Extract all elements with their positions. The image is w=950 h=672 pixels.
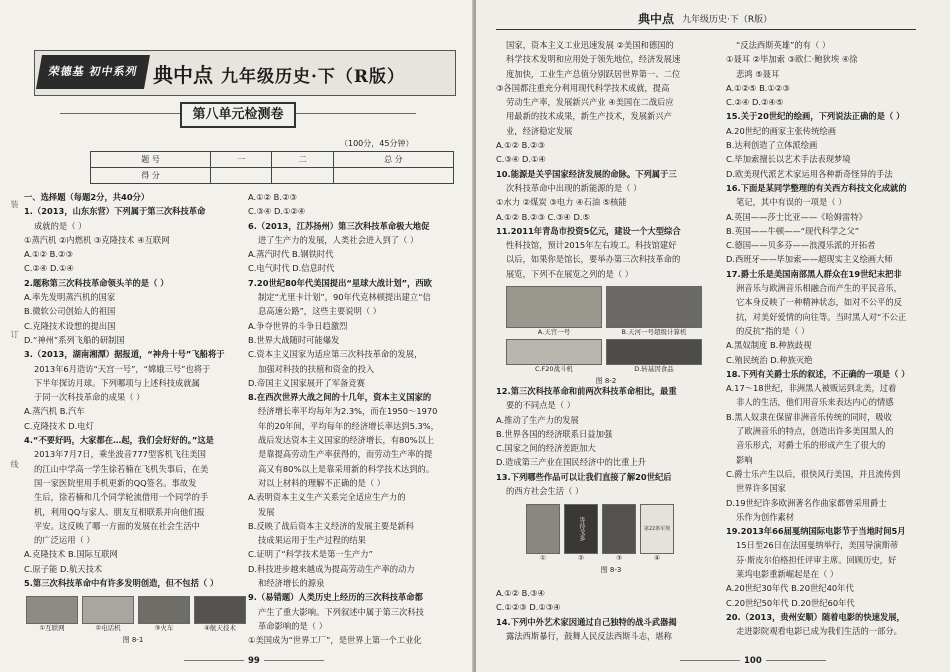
- figure-label: D.转基因食品: [634, 365, 674, 373]
- text-line: 抗，对美好爱情的向往等。当时黑人对“不公正: [736, 311, 907, 322]
- text-line: C.②④ D.②④⑤: [726, 97, 784, 108]
- text-line: 18.下列有关爵士乐的叙述，不正确的一项是（ ）: [726, 368, 910, 379]
- text-line: A.表明资本主义生产关系完全适应生产力的: [248, 492, 406, 503]
- text-line: A.黑奴制度 B.种族歧视: [726, 340, 812, 351]
- text-line: 制定“尤里卡计划”，90年代克林顿提出建立“信: [258, 292, 431, 303]
- book-banner: [34, 50, 456, 96]
- figure-label: C.F20战斗机: [534, 365, 574, 373]
- text-line: 8.在西次世界大战之间的十几年，资本主义国家的: [248, 392, 432, 403]
- figure-image: [26, 596, 78, 624]
- binding-mark: 装: [10, 200, 19, 210]
- left-column-1: [24, 190, 242, 590]
- text-line: 高又有80%以上是靠采用新的科学技术达到的。: [258, 463, 435, 474]
- text-line: 15日至26日在法国戛纳举行，美国导演斯蒂: [736, 540, 899, 551]
- text-line: A.率先发明蒸汽机的国家: [24, 292, 116, 303]
- text-line: A.蒸汽时代 B.钢铁时代: [248, 249, 334, 260]
- figure-image: [138, 596, 190, 624]
- text-line: A.①② B.③④: [496, 588, 545, 598]
- text-line: 芬·斯皮尔伯格担任评审主席。回顾历史，好: [736, 554, 897, 565]
- page-number: [676, 656, 830, 666]
- gm-food-image: [606, 339, 702, 365]
- text-line: B.英国——牛顿——“现代科学之父”: [726, 225, 860, 236]
- series-logo: 荣德基 初中系列: [36, 55, 150, 89]
- table-cell: 题 号: [91, 152, 211, 168]
- text-line: 对以上材料的理解不正确的是（ ）: [258, 477, 386, 488]
- text-line: B.达利创造了立体派绘画: [726, 140, 818, 151]
- text-line: C.②④ D.①④: [24, 263, 74, 274]
- text-line: ①聂耳 ②毕加索 ③欧仁·鲍狄埃 ④徐: [726, 54, 858, 65]
- text-line: 战后发达资本主义国家的经济增长，有80%以上: [258, 435, 435, 446]
- binding-mark: 线: [10, 460, 19, 470]
- text-line: 以后，如果你是馆长，要举办第三次科技革命的: [506, 254, 681, 265]
- text-line: D.造成第三产业在国民经济中的比重上升: [496, 457, 647, 468]
- book-cover: [602, 504, 636, 554]
- text-line: C.原子能 D.航天技术: [24, 563, 103, 574]
- text-line: A.17～18世纪，非洲黑人被贩运到北美，过着: [726, 383, 897, 394]
- right-column-1c: [496, 586, 714, 643]
- text-line: 息高速公路”，这些主要说明（ ）: [258, 306, 382, 317]
- text-line: 劳动生产率，发展新兴产业 ④美国在二战后应: [506, 97, 674, 108]
- figure-label: B.天河一号超级计算机: [621, 328, 687, 336]
- text-line: 3.（2013，湖南湘潭）据报道，“神舟十号”飞船将于: [24, 349, 225, 360]
- text-line: 5.第三次科技革命中有许多发明创造，但不包括（ ）: [24, 578, 219, 589]
- text-line: 于同一次科技革命的成果（ ）: [34, 392, 145, 403]
- score-table: [90, 151, 454, 184]
- text-line: 它本身反映了一种精神状态，如对不公平的反: [736, 297, 902, 308]
- text-line: C.毕加索擅长以艺术手法表现梦境: [726, 154, 851, 165]
- text-line: 莱坞电影重新崛起是在（ ）: [736, 568, 839, 579]
- text-line: C.③④ D.①④: [496, 154, 546, 165]
- text-line: 技成果运用于生产过程的结果: [258, 535, 366, 546]
- right-column-1: [496, 38, 714, 281]
- text-line: 一、选择题（每题2分，共40分）: [24, 192, 150, 202]
- figure-label: ③: [616, 554, 622, 562]
- page-header: [476, 8, 950, 32]
- text-line: 的反抗”指的是（ ）: [736, 325, 810, 336]
- text-line: “反法西斯英雄”的有（ ）: [736, 40, 831, 50]
- table-cell: 总 分: [333, 152, 453, 168]
- text-line: 下半年探访月球。下列哪项与上述科技成就属: [34, 377, 200, 388]
- text-line: A.①② B.②③: [496, 140, 545, 151]
- text-line: 14.下列中外艺术家因通过自己独特的战斗武器揭: [496, 616, 677, 627]
- left-column-2: [248, 190, 470, 648]
- text-line: 用最新的技术成果，新生产技术，发展新兴产: [506, 111, 672, 122]
- text-line: D.欧美现代派艺术家运用各种新奇怪异的手法: [726, 168, 893, 179]
- table-cell: [333, 168, 453, 184]
- text-line: 17.爵士乐是美国南部黑人群众在19世纪末把非: [726, 268, 902, 279]
- figure-item: [526, 504, 560, 563]
- text-line: A.①② B.②③ C.③④ D.⑤: [496, 211, 590, 222]
- text-line: C.国家之间的经济差距加大: [496, 443, 596, 454]
- text-line: 性科技馆，预计2015年左右竣工。科技馆建好: [506, 240, 677, 251]
- text-line: 业，经济稳定发展: [506, 125, 573, 136]
- table-cell: 一: [211, 152, 272, 168]
- table-row: [91, 152, 454, 168]
- text-line: A.20世纪30年代 B.20世纪40年代: [726, 583, 854, 594]
- table-cell: 得 分: [91, 168, 211, 184]
- text-line: 了欧洲音乐的特点，创造出许多美国黑人的: [736, 426, 894, 437]
- text-line: 科学技术发明和应用处于领先地位，经济发展速: [506, 54, 681, 65]
- text-line: D.“神州”系列飞船的研制国: [24, 334, 125, 345]
- text-line: C.证明了“科学技术是第一生产力”: [248, 549, 373, 560]
- text-line: 音乐形式，对爵士乐的形成产生了很大的: [736, 440, 886, 451]
- figure-label: ④: [654, 554, 660, 562]
- text-line: 国一家医院里用手机更新的QQ签名。事故发: [34, 477, 197, 488]
- figure-image: [82, 596, 134, 624]
- text-line: D.帝国主义国家展开了军备竞赛: [248, 377, 365, 388]
- text-line: C.③④ D.①②④: [248, 206, 306, 217]
- figure-item: [26, 596, 78, 633]
- figure-label: A.天宫一号: [537, 328, 571, 336]
- brand-logo: 典中点: [153, 63, 213, 87]
- figure-8-1: [26, 594, 240, 645]
- figure-label: ①互联网: [39, 624, 65, 632]
- text-line: 的西方社会生活（ ）: [506, 486, 584, 497]
- text-line: D.19世纪许多欧洲著名作曲家都曾采用爵士: [726, 497, 887, 508]
- text-line: A.蒸汽机 B.汽车: [24, 406, 85, 417]
- table-cell: [272, 168, 333, 184]
- figure-item: [138, 596, 190, 633]
- text-line: 生后，徐若楠和几个同学轮流借用一个同学的手: [34, 492, 209, 503]
- fighter-jet-image: [506, 339, 602, 365]
- text-line: 9.（易错题）人类历史上经历的三次科技革命都: [248, 592, 423, 603]
- right-column-2: [726, 38, 944, 638]
- text-line: A.①② B.②③: [248, 192, 297, 202]
- text-line: 19.2013年66届戛纳国际电影节于当地时间5月: [726, 526, 906, 537]
- exam-meta: （100分，45分钟）: [340, 139, 414, 148]
- book-cover: 等待戈多: [564, 504, 598, 554]
- figure-label: ①: [540, 554, 546, 562]
- text-line: 1.（2013，山东东营）下列属于第三次科技革命: [24, 206, 206, 217]
- text-line: A.英国——莎士比亚——《哈姆雷特》: [726, 211, 867, 222]
- text-line: 11.2011年青岛市投资5亿元，建设一个大型综合: [496, 225, 681, 236]
- figure-8-3: [526, 502, 696, 575]
- text-line: 2.题称第三次科技革命领头羊的是（ ）: [24, 277, 169, 288]
- text-line: C.资本主义国家为适应第三次科技革命的发展，: [248, 349, 423, 360]
- text-line: 洲音乐与欧洲音乐相融合而产生的平民音乐，: [736, 283, 902, 294]
- text-line: 革命影响的是（ ）: [258, 620, 328, 631]
- text-line: A.推动了生产力的发展: [496, 414, 579, 425]
- text-line: A.争夺世界的斗争日趋激烈: [248, 320, 348, 331]
- text-line: ③各国都注重充分利用现代科学技术成就，提高: [496, 82, 670, 93]
- text-line: 加强对科技的扶植和资金的投入: [258, 363, 375, 374]
- text-line: 笔记，其中有误的一项是（ ）: [736, 197, 847, 208]
- text-line: B.世界各国的经济联系日益加强: [496, 428, 613, 439]
- right-page: [476, 0, 950, 672]
- text-line: C.爵士乐产生以后，很快风行美国，并且流传到: [726, 468, 901, 479]
- header-title: 九年级历史·下（R版）: [682, 15, 773, 25]
- page-number-value: 99: [248, 656, 260, 666]
- text-line: 要的不同点是（ ）: [506, 400, 576, 411]
- figure-item: [506, 339, 602, 374]
- text-line: 20.（2013，贵州安顺）随着电影的快速发展，: [726, 611, 905, 622]
- figure-caption: 图 8-1: [122, 636, 144, 644]
- left-page: [0, 0, 474, 672]
- table-cell: [211, 168, 272, 184]
- page-number-value: 100: [744, 656, 762, 666]
- figure-item: [602, 504, 636, 563]
- text-line: C.克隆技术设想的提出国: [24, 320, 116, 331]
- text-line: 7.20世纪80年代美国提出“星球大战计划”，西欧: [248, 277, 432, 288]
- text-line: 世界许多国家: [736, 483, 786, 494]
- text-line: C.克隆技术 D.电灯: [24, 420, 94, 431]
- figure-caption: 图 8-3: [600, 566, 622, 574]
- page-number: [180, 656, 328, 666]
- text-line: 次科技革命中出现的新能源的是（ ）: [506, 182, 642, 193]
- supercomputer-image: [606, 286, 702, 328]
- text-line: 国家，资本主义工业迅速发展 ②美国和德国的: [506, 40, 674, 50]
- text-line: 乐作为创作素材: [736, 511, 795, 522]
- text-line: 机，利用QQ与家人、朋友互相联系并向他们报: [34, 506, 205, 517]
- figure-caption: 图 8-2: [595, 377, 617, 385]
- text-line: 是靠提高劳动生产率获得的，而劳动生产率的提: [258, 449, 433, 460]
- right-column-1b: [496, 384, 714, 498]
- figure-item: [564, 504, 598, 563]
- table-cell: 二: [272, 152, 333, 168]
- text-line: 影响: [736, 454, 753, 465]
- text-line: B.微软公司创始人的祖国: [24, 306, 116, 317]
- text-line: 10.能源是关乎国家经济发展的命脉。下列属于三: [496, 168, 677, 179]
- text-line: 非人的生活，他们用音乐来表达内心的情感: [736, 397, 894, 408]
- text-line: 的江山中学高一学生徐若楠在飞机失事后，在美: [34, 463, 209, 474]
- text-line: D.西班牙——毕加索——超现实主义绘画大师: [726, 254, 893, 265]
- text-line: C.①②③ D.①③④: [496, 602, 561, 613]
- brand-logo: 典中点: [638, 12, 675, 26]
- text-line: A.20世纪的画家主张传统绘画: [726, 125, 836, 136]
- text-line: 2013年7月7日，乘坐波音777型客机飞往美国: [34, 449, 206, 460]
- text-line: A.①② B.②③: [24, 249, 73, 260]
- text-line: 2013年6月造访“天宫一号”，“嫦娥三号”也将于: [34, 363, 211, 374]
- figure-label: ②电话机: [95, 624, 121, 632]
- text-line: D.科技进步越来越成为提高劳动生产率的动力: [248, 563, 415, 574]
- header-rule: [496, 29, 916, 30]
- text-line: 年的20年间，平均每年的经济增长率达到5.3%，: [258, 420, 439, 431]
- text-line: 4.“不要好吗，大家都在…起，我们会好好的。”这是: [24, 435, 214, 446]
- text-line: 经济增长率平均每年为2.3%，而在1950～1970: [258, 406, 438, 417]
- figure-8-2: [506, 284, 706, 386]
- text-line: 悲鸿 ⑤聂耳: [736, 68, 780, 79]
- text-line: A.克隆技术 B.国际互联网: [24, 549, 118, 560]
- figure-image: [194, 596, 246, 624]
- text-line: ①水力 ②煤炭 ③电力 ④石油 ⑤核能: [496, 197, 627, 208]
- text-line: 13.下列哪些作品可以让我们直接了解20世纪后: [496, 471, 672, 482]
- text-line: 成就的是（ ）: [34, 220, 87, 231]
- figure-label: ②: [578, 554, 584, 562]
- text-line: C.德国——贝多芬——浪漫乐派的开拓者: [726, 240, 876, 251]
- text-line: 12.第三次科技革命和前两次科技革命相比，最重: [496, 386, 677, 396]
- text-line: A.①②⑤ B.①②③: [726, 82, 790, 93]
- table-row: [91, 168, 454, 184]
- text-line: 和经济增长的源泉: [258, 578, 325, 589]
- text-line: B.黑人奴隶在保留非洲音乐传统的同时，吸收: [726, 411, 892, 422]
- unit-title: 第八单元检测卷: [180, 102, 296, 128]
- figure-label: ③火车: [154, 624, 174, 632]
- text-line: 发展: [258, 506, 275, 517]
- text-line: 产生了重大影响。下列叙述中属于第三次科技: [258, 606, 424, 617]
- figure-item: [606, 286, 702, 337]
- text-line: C.殖民统治 D.种族灭绝: [726, 354, 813, 365]
- text-line: 平安。这反映了哪一方面的发展在社会生活中: [34, 520, 200, 531]
- text-line: 进了生产力的发展，人类社会进入到了（ ）: [258, 234, 419, 245]
- figure-item: [606, 339, 702, 374]
- text-line: B.反映了战后资本主义经济的发展主要是新科: [248, 520, 414, 531]
- text-line: 6.（2013，江苏扬州）第三次科技革命极大地促: [248, 220, 430, 231]
- text-line: 的广泛运用（ ）: [34, 535, 95, 546]
- figure-item: [640, 504, 674, 563]
- text-line: 度加快，工业生产总值分别跃居世界第一、二位: [506, 68, 681, 79]
- text-line: ①蒸汽机 ②内燃机 ③克隆技术 ④互联网: [24, 234, 170, 245]
- tiangong-image: [506, 286, 602, 328]
- text-line: 15.关于20世纪的绘画，下列说法正确的是（ ）: [726, 111, 905, 122]
- book-title: 九年级历史·下（R版）: [221, 67, 406, 87]
- text-line: 走进影院观看电影已成为我们生活的一部分。: [736, 626, 902, 637]
- figure-item: [82, 596, 134, 633]
- figure-item: [506, 286, 602, 337]
- text-line: 展览，下列不在展览之列的是（ ）: [506, 268, 634, 279]
- text-line: 露法西斯暴行，鼓舞人民反法西斯斗志，堪称: [506, 630, 672, 641]
- text-line: C.电气时代 D.信息时代: [248, 263, 335, 274]
- text-line: 16.下面是某同学整理的有关西方科技文化成就的: [726, 182, 907, 193]
- book-cover: 第22条军规: [640, 504, 674, 554]
- figure-item: [194, 596, 246, 633]
- book-cover: [526, 504, 560, 554]
- text-line: ①美国成为“世界工厂”，是世界上第一个工业化: [248, 635, 422, 646]
- text-line: C.20世纪50年代 D.20世纪60年代: [726, 597, 855, 608]
- figure-label: ④航天技术: [204, 624, 236, 632]
- text-line: B.世界大战随时可能爆发: [248, 334, 340, 345]
- binding-mark: 订: [10, 330, 19, 340]
